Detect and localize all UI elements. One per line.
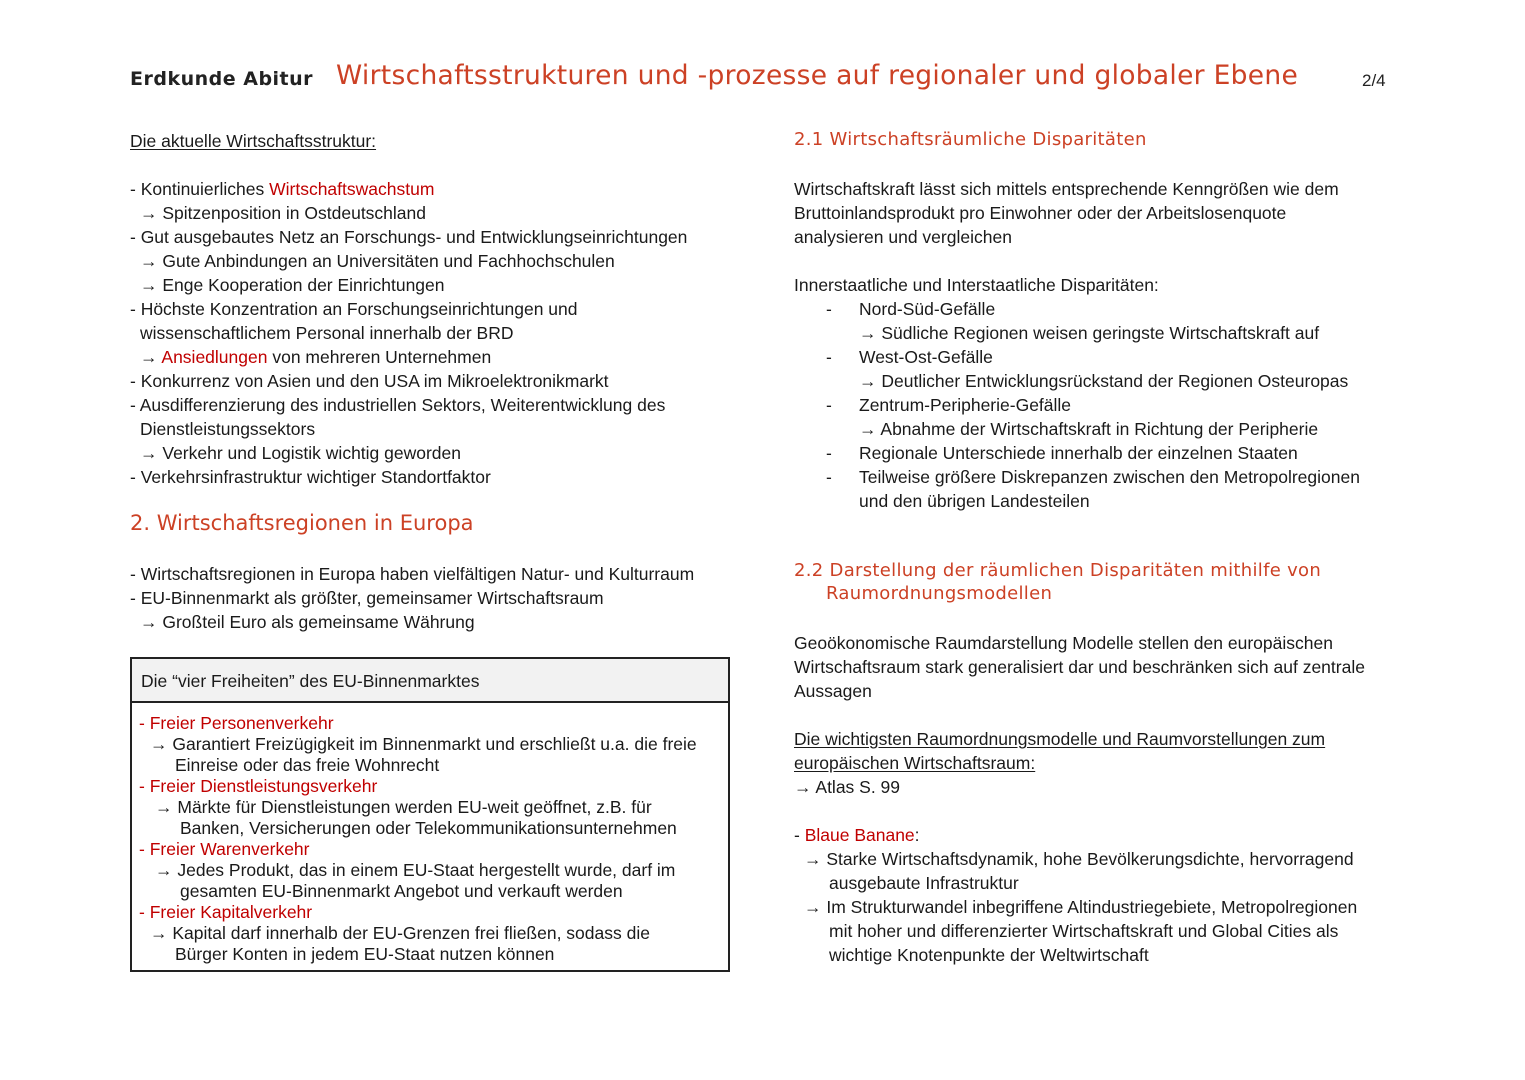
section-heading-disparitaeten: 2.1 Wirtschaftsräumliche Disparitäten [794, 129, 1147, 150]
bullet-dash: - [826, 347, 832, 367]
page-number: 2/4 [1362, 71, 1386, 90]
list-item: - EU-Binnenmarkt als größter, gemeinsamer Wirtschaftsraum [130, 588, 604, 608]
list-item: → Abnahme der Wirtschaftskraft in Richtung der Peripherie [859, 419, 1319, 439]
list-item: und den übrigen Landesteilen [859, 491, 1090, 511]
list-item: → Verkehr und Logistik wichtig geworden [140, 443, 462, 463]
paragraph-line: analysieren und vergleichen [794, 227, 1012, 247]
paragraph-line: Wirtschaftsraum stark generalisiert dar und beschränken sich auf zentrale [794, 657, 1365, 677]
list-item: → Gute Anbindungen an Universitäten und Fachhochschulen [140, 251, 615, 271]
freiheit-detail: → Garantiert Freizügigkeit im Binnenmarkt und erschließt u.a. die freie [150, 734, 697, 754]
models-heading-cont: europäischen Wirtschaftsraum: [794, 753, 1036, 773]
list-item: Nord-Süd-Gefälle [859, 299, 996, 319]
list-item: → Südliche Regionen weisen geringste Wirtschaftskraft auf [859, 323, 1320, 343]
list-item: Dienstleistungssektors [140, 419, 316, 439]
freiheiten-box-header [132, 659, 728, 703]
freiheit-detail: → Jedes Produkt, das in einem EU-Staat hergestellt wurde, darf im [155, 860, 676, 880]
bullet-dash: - [826, 443, 832, 463]
list-item: West-Ost-Gefälle [859, 347, 993, 367]
freiheit-item: - Freier Kapitalverkehr [139, 902, 313, 922]
freiheit-detail: Einreise oder das freie Wohnrecht [175, 755, 440, 775]
page-title: Wirtschaftsstrukturen und -prozesse auf regionaler und globaler Ebene [336, 60, 1299, 91]
blaue-banane-label: - Blaue Banane: [794, 825, 920, 845]
bullet-dash: - [826, 467, 832, 487]
bullet-dash: - [826, 299, 832, 319]
freiheit-detail: → Märkte für Dienstleistungen werden EU-weit geöffnet, z.B. für [155, 797, 652, 817]
paragraph-line: Bruttoinlandsprodukt pro Einwohner oder der Arbeitslosenquote [794, 203, 1287, 223]
paragraph-line: Wirtschaftskraft lässt sich mittels entsprechende Kenngrößen wie dem [794, 179, 1339, 199]
atlas-reference: → Atlas S. 99 [794, 777, 901, 797]
freiheit-detail: → Kapital darf innerhalb der EU-Grenzen frei fließen, sodass die [150, 923, 650, 943]
list-item: ausgebaute Infrastruktur [829, 873, 1019, 893]
list-item: wissenschaftlichem Personal innerhalb der BRD [140, 323, 514, 343]
freiheiten-box-title: Die “vier Freiheiten” des EU-Binnenmarktes [141, 671, 480, 691]
disparitaeten-heading: Innerstaatliche und Interstaatliche Disparitäten: [794, 275, 1159, 295]
paragraph-line: Aussagen [794, 681, 872, 701]
freiheit-item: - Freier Dienstleistungsverkehr [139, 776, 378, 796]
list-item: → Deutlicher Entwicklungsrückstand der Regionen Osteuropas [859, 371, 1349, 391]
freiheiten-box [130, 657, 730, 972]
freiheit-detail: Bürger Konten in jedem EU-Staat nutzen können [175, 944, 555, 964]
list-item: - Verkehrsinfrastruktur wichtiger Standortfaktor [130, 467, 491, 487]
list-item: - Kontinuierliches Wirtschaftswachstum [130, 179, 435, 199]
list-item: → Spitzenposition in Ostdeutschland [140, 203, 426, 223]
list-item: Regionale Unterschiede innerhalb der einzelnen Staaten [859, 443, 1298, 463]
freiheit-item: - Freier Warenverkehr [139, 839, 310, 859]
list-item: → Starke Wirtschaftsdynamik, hohe Bevölkerungsdichte, hervorragend [804, 849, 1354, 869]
list-item: - Höchste Konzentration an Forschungseinrichtungen und [130, 299, 578, 319]
list-item: wichtige Knotenpunkte der Weltwirtschaft [829, 945, 1149, 965]
freiheit-detail: Banken, Versicherungen oder Telekommunikationsunternehmen [180, 818, 677, 838]
list-item: → Im Strukturwandel inbegriffene Altindustriegebiete, Metropolregionen [804, 897, 1358, 917]
freiheit-item: - Freier Personenverkehr [139, 713, 334, 733]
list-item: - Wirtschaftsregionen in Europa haben vielfältigen Natur- und Kulturraum [130, 564, 695, 584]
list-item: - Gut ausgebautes Netz an Forschungs- und Entwicklungseinrichtungen [130, 227, 688, 247]
list-item: Zentrum-Peripherie-Gefälle [859, 395, 1072, 415]
bullet-dash: - [826, 395, 832, 415]
list-item: Teilweise größere Diskrepanzen zwischen den Metropolregionen [859, 467, 1360, 487]
subject-label: Erdkunde Abitur [130, 68, 314, 90]
freiheit-detail: gesamten EU-Binnenmarkt Angebot und verkauft werden [180, 881, 623, 901]
structure-heading: Die aktuelle Wirtschaftsstruktur: [130, 131, 377, 151]
models-heading: Die wichtigsten Raumordnungsmodelle und Raumvorstellungen zum [794, 729, 1326, 749]
list-item: mit hoher und differenzierter Wirtschaftskraft und Global Cities als [829, 921, 1339, 941]
section-heading-raumordnung-cont: Raumordnungsmodellen [826, 583, 1053, 604]
section-heading-raumordnung: 2.2 Darstellung der räumlichen Disparitäten mithilfe von [794, 560, 1322, 581]
list-item: → Enge Kooperation der Einrichtungen [140, 275, 445, 295]
list-item: - Ausdifferenzierung des industriellen Sektors, Weiterentwicklung des [130, 395, 666, 415]
list-item: - Konkurrenz von Asien und den USA im Mikroelektronikmarkt [130, 371, 609, 391]
section-heading-wirtschaftsregionen: 2. Wirtschaftsregionen in Europa [130, 511, 474, 535]
list-item: → Großteil Euro als gemeinsame Währung [140, 612, 475, 632]
list-item: → Ansiedlungen von mehreren Unternehmen [140, 347, 492, 367]
paragraph-line: Geoökonomische Raumdarstellung Modelle stellen den europäischen [794, 633, 1333, 653]
